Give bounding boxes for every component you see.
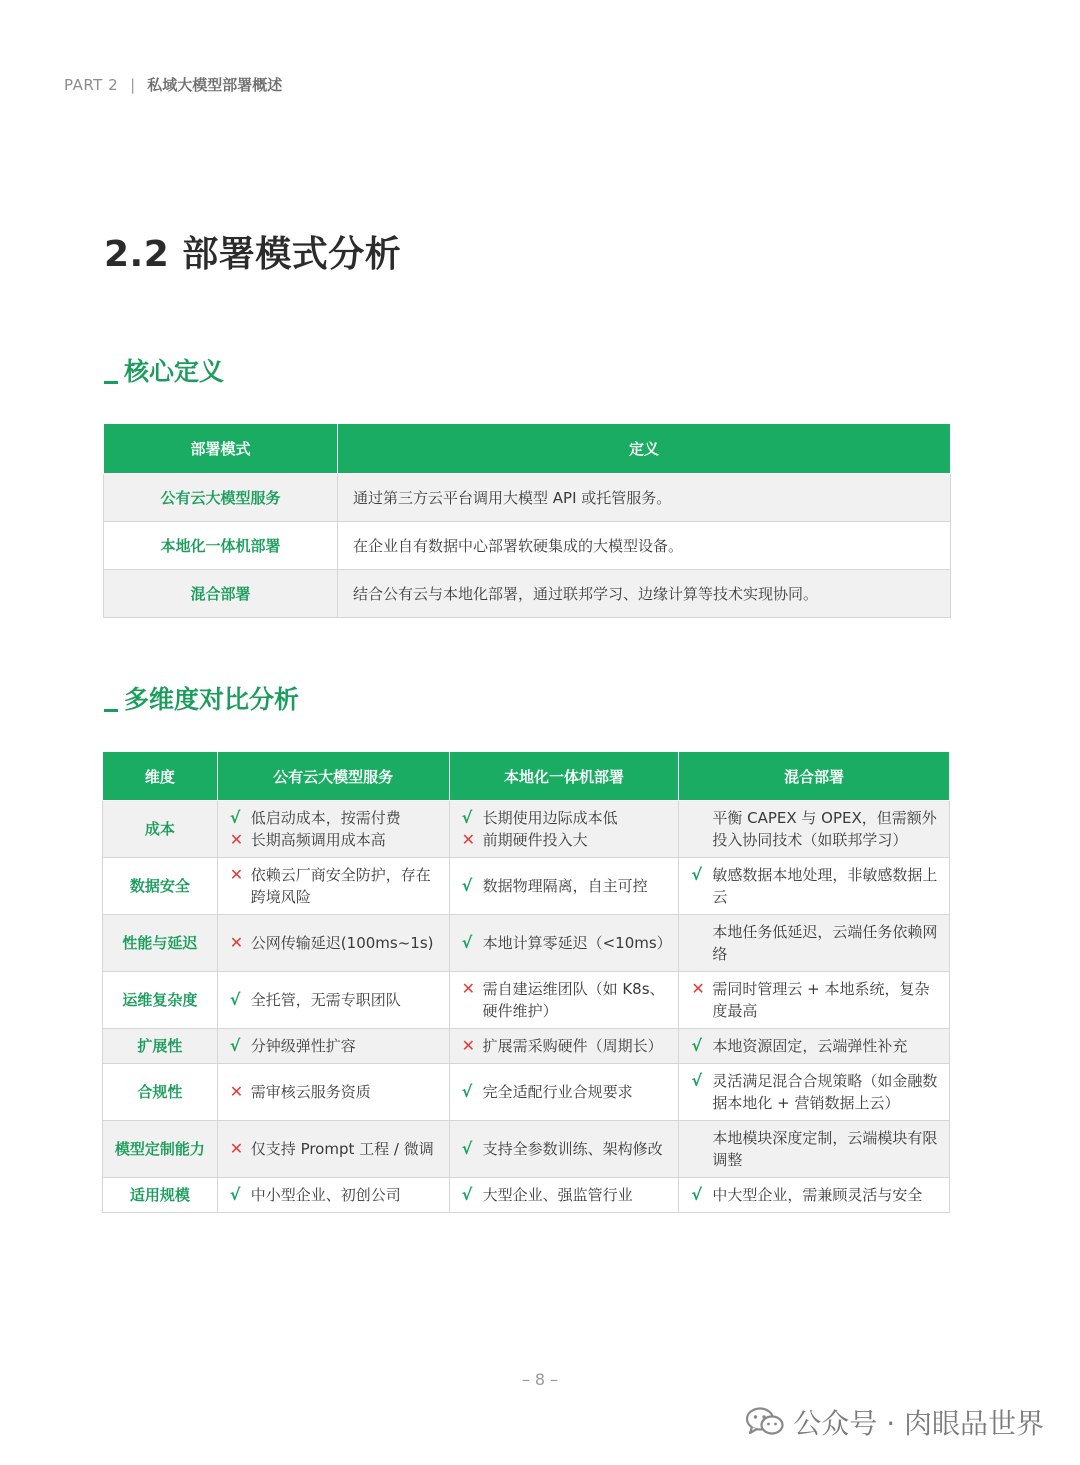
section-title: 2.2 部署模式分析 (104, 234, 402, 275)
hybrid-cell (679, 915, 950, 972)
def-col-header-definition: 定义 (338, 424, 951, 474)
definition-heading-text: 核心定义 (124, 357, 225, 386)
def-text-cell: 在企业自有数据中心部署软硬集成的大模型设备。 (338, 522, 951, 570)
local-cell (449, 1029, 679, 1064)
cross-icon: ✕ (461, 1036, 475, 1055)
check-icon: √ (461, 1185, 473, 1204)
dimension-cell: 模型定制能力 (103, 1121, 218, 1178)
cell-item (462, 1138, 671, 1160)
cross-icon: ✕ (229, 1082, 244, 1101)
comparison-table-body (103, 801, 950, 1213)
public-cell (217, 1064, 449, 1121)
cell-text: 需自建运维团队（如 K8s、硬件维护） (482, 980, 665, 1020)
cell-item (691, 807, 941, 851)
cross-icon: ✕ (229, 830, 244, 849)
cross-icon: ✕ (229, 933, 244, 952)
cmp-col-header-public: 公有云大模型服务 (217, 752, 449, 801)
cell-item (691, 1127, 941, 1171)
page-number: – 8 – (521, 1370, 559, 1389)
cross-icon: ✕ (461, 979, 475, 998)
table-row (104, 474, 951, 522)
cmp-col-header-hybrid: 混合部署 (679, 752, 950, 801)
def-text-cell: 结合公有云与本地化部署，通过联邦学习、边缘计算等技术实现协同。 (338, 570, 951, 618)
part-label: PART 2 (64, 75, 119, 94)
def-mode-cell: 本地化一体机部署 (104, 522, 338, 570)
cell-item (230, 932, 441, 954)
table-row (104, 522, 951, 570)
cell-item (230, 1138, 441, 1160)
hybrid-cell (679, 1121, 950, 1178)
table-row (104, 570, 951, 618)
dimension-cell: 成本 (103, 801, 218, 858)
cmp-col-header-local: 本地化一体机部署 (449, 752, 679, 801)
public-cell (217, 858, 449, 915)
comparison-heading (104, 680, 299, 716)
cell-item (230, 829, 441, 851)
cell-item (230, 1035, 441, 1057)
table-row (103, 1178, 950, 1213)
public-cell (217, 1029, 449, 1064)
check-icon: √ (461, 933, 473, 952)
dimension-cell: 扩展性 (103, 1029, 218, 1064)
def-col-header-mode: 部署模式 (104, 424, 338, 474)
dimension-cell: 运维复杂度 (103, 972, 218, 1029)
cell-text: 本地任务低延迟，云端任务依赖网络 (712, 923, 938, 963)
public-cell (217, 915, 449, 972)
local-cell (449, 1121, 679, 1178)
cell-item (230, 1184, 441, 1206)
header-topic: 私域大模型部署概述 (147, 76, 283, 94)
cell-text: 低启动成本，按需付费 (250, 809, 401, 827)
cell-item (462, 1035, 671, 1057)
cell-item (691, 1035, 941, 1057)
table-row (103, 1064, 950, 1121)
heading-underscore-mark (104, 381, 118, 384)
cell-text: 大型企业、强监管行业 (482, 1186, 633, 1204)
cell-item (462, 978, 671, 1022)
cell-item (462, 1184, 671, 1206)
check-icon: √ (229, 808, 241, 827)
cell-text: 需同时管理云 + 本地系统，复杂度最高 (712, 980, 930, 1020)
dimension-cell: 适用规模 (103, 1178, 218, 1213)
cell-text: 公网传输延迟(100ms~1s) (250, 934, 434, 952)
cell-text: 本地资源固定，云端弹性补充 (712, 1037, 908, 1055)
dimension-cell: 合规性 (103, 1064, 218, 1121)
cell-text: 全托管，无需专职团队 (250, 991, 401, 1009)
page-header (64, 74, 282, 95)
public-cell (217, 972, 449, 1029)
header-separator: | (130, 75, 136, 94)
check-icon: √ (461, 876, 473, 895)
def-text-cell: 通过第三方云平台调用大模型 API 或托管服务。 (338, 474, 951, 522)
cell-item (230, 807, 441, 829)
cell-text: 本地模块深度定制，云端模块有限调整 (712, 1129, 938, 1169)
wechat-icon (745, 1406, 785, 1438)
hybrid-cell (679, 1029, 950, 1064)
cell-item (691, 1184, 941, 1206)
local-cell (449, 1064, 679, 1121)
definition-heading (104, 352, 224, 388)
comparison-heading-text: 多维度对比分析 (124, 685, 300, 714)
hybrid-cell (679, 972, 950, 1029)
cell-item (230, 1081, 441, 1103)
check-icon: √ (691, 1185, 703, 1204)
table-row (103, 915, 950, 972)
cell-text: 仅支持 Prompt 工程 / 微调 (250, 1140, 434, 1158)
cell-item (691, 921, 941, 965)
table-row (103, 1121, 950, 1178)
cmp-col-header-dimension: 维度 (103, 752, 218, 801)
local-cell (449, 801, 679, 858)
cell-item (691, 864, 941, 908)
check-icon: √ (461, 1139, 473, 1158)
heading-underscore-mark (104, 709, 118, 712)
cell-text: 前期硬件投入大 (482, 831, 588, 849)
check-icon: √ (691, 1071, 703, 1090)
check-icon: √ (229, 990, 241, 1009)
cell-text: 需审核云服务资质 (250, 1083, 371, 1101)
cell-item (462, 829, 671, 851)
cross-icon: ✕ (229, 865, 244, 884)
local-cell (449, 1178, 679, 1213)
check-icon: √ (229, 1185, 241, 1204)
cell-text: 中小型企业、初创公司 (250, 1186, 401, 1204)
check-icon: √ (461, 808, 473, 827)
public-cell (217, 1178, 449, 1213)
def-mode-cell: 混合部署 (104, 570, 338, 618)
comparison-table (102, 752, 950, 1213)
dimension-cell: 数据安全 (103, 858, 218, 915)
cell-text: 完全适配行业合规要求 (482, 1083, 633, 1101)
table-row (103, 1029, 950, 1064)
dimension-cell: 性能与延迟 (103, 915, 218, 972)
local-cell (449, 858, 679, 915)
check-icon: √ (229, 1036, 241, 1055)
hybrid-cell (679, 1178, 950, 1213)
cell-text: 中大型企业，需兼顾灵活与安全 (712, 1186, 923, 1204)
local-cell (449, 915, 679, 972)
table-row (103, 858, 950, 915)
check-icon: √ (691, 865, 703, 884)
table-row (103, 801, 950, 858)
def-mode-cell: 公有云大模型服务 (104, 474, 338, 522)
definition-table (103, 424, 951, 618)
public-cell (217, 801, 449, 858)
check-icon: √ (461, 1082, 473, 1101)
cross-icon: ✕ (229, 1139, 244, 1158)
cell-text: 平衡 CAPEX 与 OPEX，但需额外投入协同技术（如联邦学习） (712, 809, 937, 849)
hybrid-cell (679, 801, 950, 858)
cell-item (462, 807, 671, 829)
cell-text: 扩展需采购硬件（周期长） (482, 1037, 663, 1055)
cell-text: 分钟级弹性扩容 (250, 1037, 356, 1055)
cell-item (462, 875, 671, 897)
cross-icon: ✕ (691, 979, 705, 998)
hybrid-cell (679, 858, 950, 915)
cross-icon: ✕ (461, 830, 475, 849)
cell-text: 数据物理隔离，自主可控 (482, 877, 648, 895)
cell-item (230, 989, 441, 1011)
public-cell (217, 1121, 449, 1178)
check-icon: √ (691, 1036, 703, 1055)
cell-text: 灵活满足混合合规策略（如金融数据本地化 + 营销数据上云） (712, 1072, 938, 1112)
cell-item (691, 978, 941, 1022)
cell-text: 长期使用边际成本低 (482, 809, 618, 827)
hybrid-cell (679, 1064, 950, 1121)
watermark (745, 1402, 1044, 1442)
cell-text: 依赖云厂商安全防护，存在跨境风险 (250, 866, 431, 906)
watermark-text: 公众号 · 肉眼品世界 (793, 1407, 1044, 1440)
cell-item (462, 932, 671, 954)
cell-item (462, 1081, 671, 1103)
cell-text: 长期高频调用成本高 (250, 831, 386, 849)
cell-text: 本地计算零延迟（<10ms） (482, 934, 672, 952)
local-cell (449, 972, 679, 1029)
table-row (103, 972, 950, 1029)
cell-text: 支持全参数训练、架构修改 (482, 1140, 663, 1158)
cell-item (691, 1070, 941, 1114)
cell-item (230, 864, 441, 908)
cell-text: 敏感数据本地处理，非敏感数据上云 (712, 866, 938, 906)
